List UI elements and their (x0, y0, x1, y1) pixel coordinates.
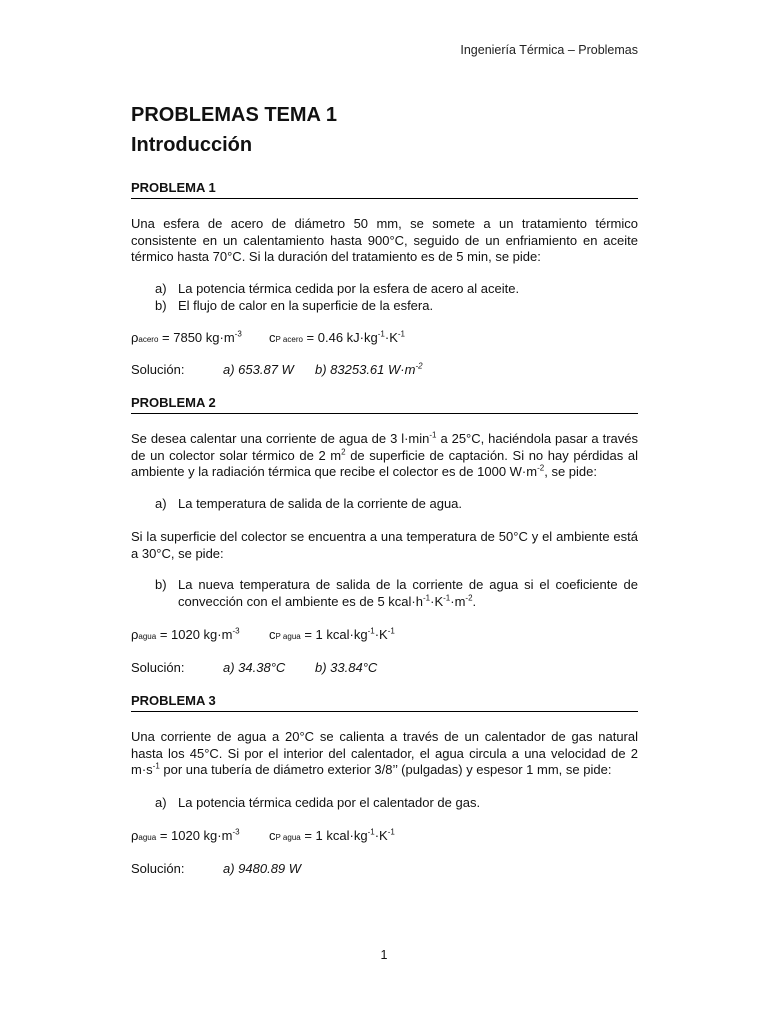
problem-2-statement (131, 431, 638, 481)
exponent: -1 (152, 761, 160, 771)
text-part: por una tubería de diámetro exterior 3/8’’ (pulgadas) y espesor 1 mm, se pide: (159, 762, 612, 777)
solution-b-text: b) 83253.61 W·m (315, 362, 416, 377)
solution-label: Solución: (131, 660, 185, 675)
rho-subscript: agua (138, 632, 157, 641)
text-part: de superficie de captación. Si no hay pérdidas al ambiente y la radiación térmica que recibe el colector es de 1000 W·m (131, 447, 638, 479)
problem-1-solution (131, 362, 638, 377)
list-text: La potencia térmica cedida por la esfera de acero al aceite. (178, 281, 520, 296)
rho-subscript: agua (138, 833, 157, 842)
list-text: La temperatura de salida de la corriente de agua. (178, 496, 463, 511)
exponent: -1 (429, 430, 437, 440)
exponent: -2 (465, 593, 473, 603)
cp-value-text: = 0.46 kJ·kg (302, 330, 378, 345)
rho-value: = 7850 kg·m (158, 330, 235, 345)
cp-value-text: = 1 kcal·kg (300, 828, 368, 843)
problem-2-list-b (131, 577, 638, 610)
problem-2-text-b: Si la superficie del colector se encuentra a una temperatura de 50°C y el ambiente está a 30°C, se pide: (131, 529, 638, 561)
title-line-2: Introducción (131, 134, 253, 156)
density-value (131, 828, 269, 846)
list-item (155, 298, 638, 315)
problem-1-statement (131, 216, 638, 266)
cp-symbol: c (269, 627, 276, 642)
list-text: La potencia térmica cedida por el calentador de gas. (178, 795, 481, 810)
cp-subscript: P acero (275, 335, 303, 344)
problem-1-title: PROBLEMA 1 (131, 180, 638, 199)
problem-2-statement-b (131, 529, 638, 562)
page-number: 1 (380, 948, 388, 962)
problem-1-text: Una esfera de acero de diámetro 50 mm, se somete a un tratamiento térmico consistente en un calentamiento hasta 900°C, seguido de un enfriamiento en aceite térmico hasta 70°C. Si la duración del tratamiento es de 5 min, se pide: (131, 216, 638, 264)
cp-unit: ·K (384, 330, 398, 345)
density-value (131, 330, 269, 348)
rho-exponent: -3 (232, 827, 240, 837)
cp-unit: ·K (374, 627, 388, 642)
text-part: . (472, 593, 477, 609)
rho-symbol: ρ (131, 627, 139, 642)
list-marker: a) (155, 496, 167, 511)
list-text (178, 577, 638, 610)
problem-3-heading (131, 693, 638, 712)
list-marker: a) (155, 281, 167, 296)
cp-value (269, 330, 405, 348)
cp-exponent-2: -1 (387, 827, 395, 837)
problem-2-text (131, 431, 638, 481)
list-item (155, 281, 638, 298)
rho-exponent: -3 (232, 626, 240, 636)
problem-3-title: PROBLEMA 3 (131, 693, 638, 712)
cp-unit: ·K (374, 828, 388, 843)
cp-symbol: c (269, 330, 276, 345)
density-value (131, 627, 269, 645)
exponent: 2 (341, 447, 346, 457)
cp-symbol: c (269, 828, 276, 843)
list-marker: b) (155, 577, 167, 592)
cp-exponent-1: -1 (367, 827, 375, 837)
cp-exponent-1: -1 (367, 626, 375, 636)
problem-1-properties (131, 330, 638, 348)
solution-label: Solución: (131, 861, 185, 876)
list-item (155, 496, 638, 513)
solution-a: a) 653.87 W (223, 362, 294, 377)
solution-label: Solución: (131, 362, 185, 377)
list-text: El flujo de calor en la superficie de la esfera. (178, 297, 434, 313)
cp-value (269, 828, 395, 846)
problem-2-list-a (131, 496, 638, 513)
rho-subscript: acero (138, 335, 159, 344)
text-part: Se desea calentar una corriente de agua de 3 l·min (131, 431, 430, 446)
rho-exponent: -3 (234, 329, 242, 339)
problem-2-properties (131, 627, 638, 645)
problem-3-solution (131, 861, 638, 876)
solution-b: b) 33.84°C (315, 660, 378, 675)
list-item (155, 795, 638, 812)
solution-a: a) 9480.89 W (223, 861, 302, 876)
problem-3-properties (131, 828, 638, 846)
cp-subscript: P agua (275, 833, 301, 842)
cp-exponent-2: -1 (397, 329, 405, 339)
text-part: a 25°C, haciéndola pasar a través de un colector solar térmico de 2 m (131, 431, 638, 463)
text-part: Una corriente de agua a 20°C se calienta a través de un calentador de gas natural hasta los 45°C. Si por el interior del calentador, el agua circula a una velocidad de 2 m·s (131, 729, 638, 777)
title-line-1: PROBLEMAS TEMA 1 (131, 104, 337, 126)
text-part: , se pide: (544, 464, 597, 479)
problem-3-statement (131, 729, 638, 779)
exponent: -1 (443, 593, 451, 603)
rho-symbol: ρ (131, 828, 139, 843)
problem-3-list (131, 795, 638, 812)
problem-2-solution (131, 660, 638, 675)
rho-value: = 1020 kg·m (156, 828, 233, 843)
list-marker: b) (155, 297, 167, 313)
cp-value (269, 627, 395, 645)
problem-1-heading (131, 180, 638, 199)
problem-2-heading (131, 395, 638, 414)
rho-symbol: ρ (131, 330, 139, 345)
text-part: La nueva temperatura de salida de la corriente de agua si el coeficiente de convección con el ambiente es de 5 kcal·h (178, 577, 638, 609)
text-part: ·K (430, 593, 444, 609)
text-part: ·m (450, 593, 466, 609)
page-title (131, 100, 337, 160)
solution-b-exponent: -2 (415, 361, 423, 371)
problem-1-list (131, 281, 638, 314)
exponent: -2 (537, 463, 545, 473)
rho-value: = 1020 kg·m (156, 627, 233, 642)
problem-2-title: PROBLEMA 2 (131, 395, 638, 414)
list-item (155, 577, 638, 610)
list-marker: a) (155, 795, 167, 810)
solution-b (315, 362, 423, 377)
cp-exponent-1: -1 (377, 329, 385, 339)
exponent: -1 (422, 593, 431, 603)
solution-a: a) 34.38°C (223, 660, 286, 675)
cp-exponent-2: -1 (387, 626, 395, 636)
cp-value-text: = 1 kcal·kg (300, 627, 368, 642)
cp-subscript: P agua (275, 632, 301, 641)
problem-3-text (131, 729, 638, 779)
running-header: Ingeniería Térmica – Problemas (460, 43, 638, 57)
